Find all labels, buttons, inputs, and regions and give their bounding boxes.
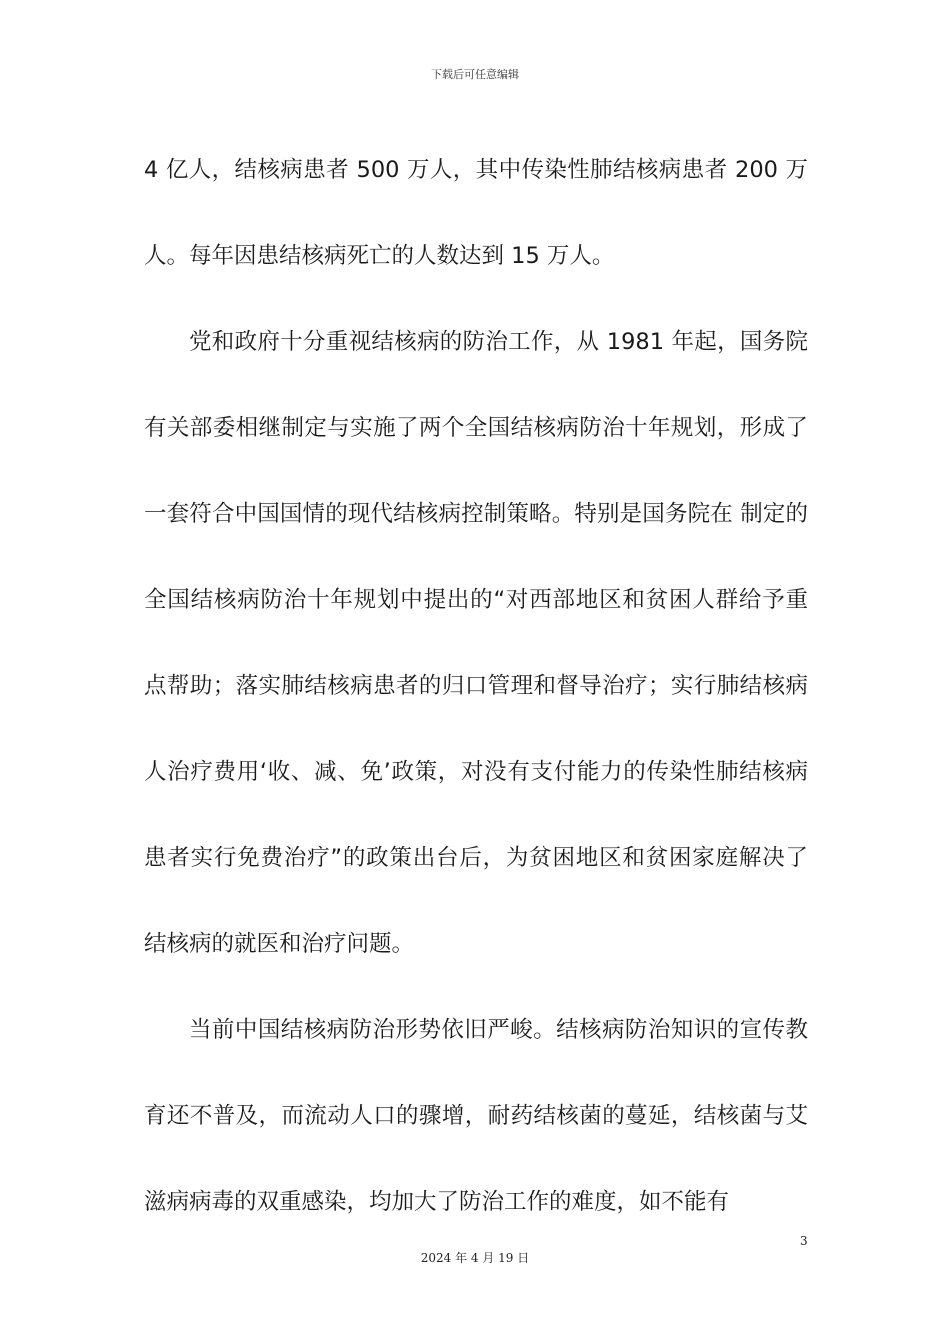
paragraph-2: 党和政府十分重视结核病的防治工作，从 1981 年起，国务院有关部委相继制定与实施了两个全国结核病防治十年规划，形成了一套符合中国国情的现代结核病控制策略。特别是国务院在 制定的全国结核病防治十年规划中提出的“对西部地区和贫困人群给予重点帮助；落实肺结核病患者的归口管理和督导治疗；实行肺结核病人治疗费用‘收、减、免’政策，对没有支付能力的传染性肺结核病患者实行免费治疗”的政策出台后，为贫困地区和贫困家庭解决了结核病的就医和治疗问题。 bbox=[144, 329, 808, 957]
paragraph-1: 4 亿人，结核病患者 500 万人，其中传染性肺结核病患者 200 万人。每年因患结核病死亡的人数达到 15 万人。 bbox=[144, 157, 808, 269]
page-header: 下载后可任意编辑 bbox=[431, 68, 519, 81]
footer-date: 2024 年 4 月 19 日 bbox=[420, 1251, 530, 1265]
page-number: 3 bbox=[800, 1234, 808, 1248]
document-body bbox=[144, 127, 808, 1245]
paragraph-3: 当前中国结核病防治形势依旧严峻。结核病防治知识的宣传教育还不普及，而流动人口的骤增，耐药结核菌的蔓延，结核菌与艾滋病病毒的双重感染，均加大了防治工作的难度，如不能有 bbox=[144, 1017, 808, 1215]
